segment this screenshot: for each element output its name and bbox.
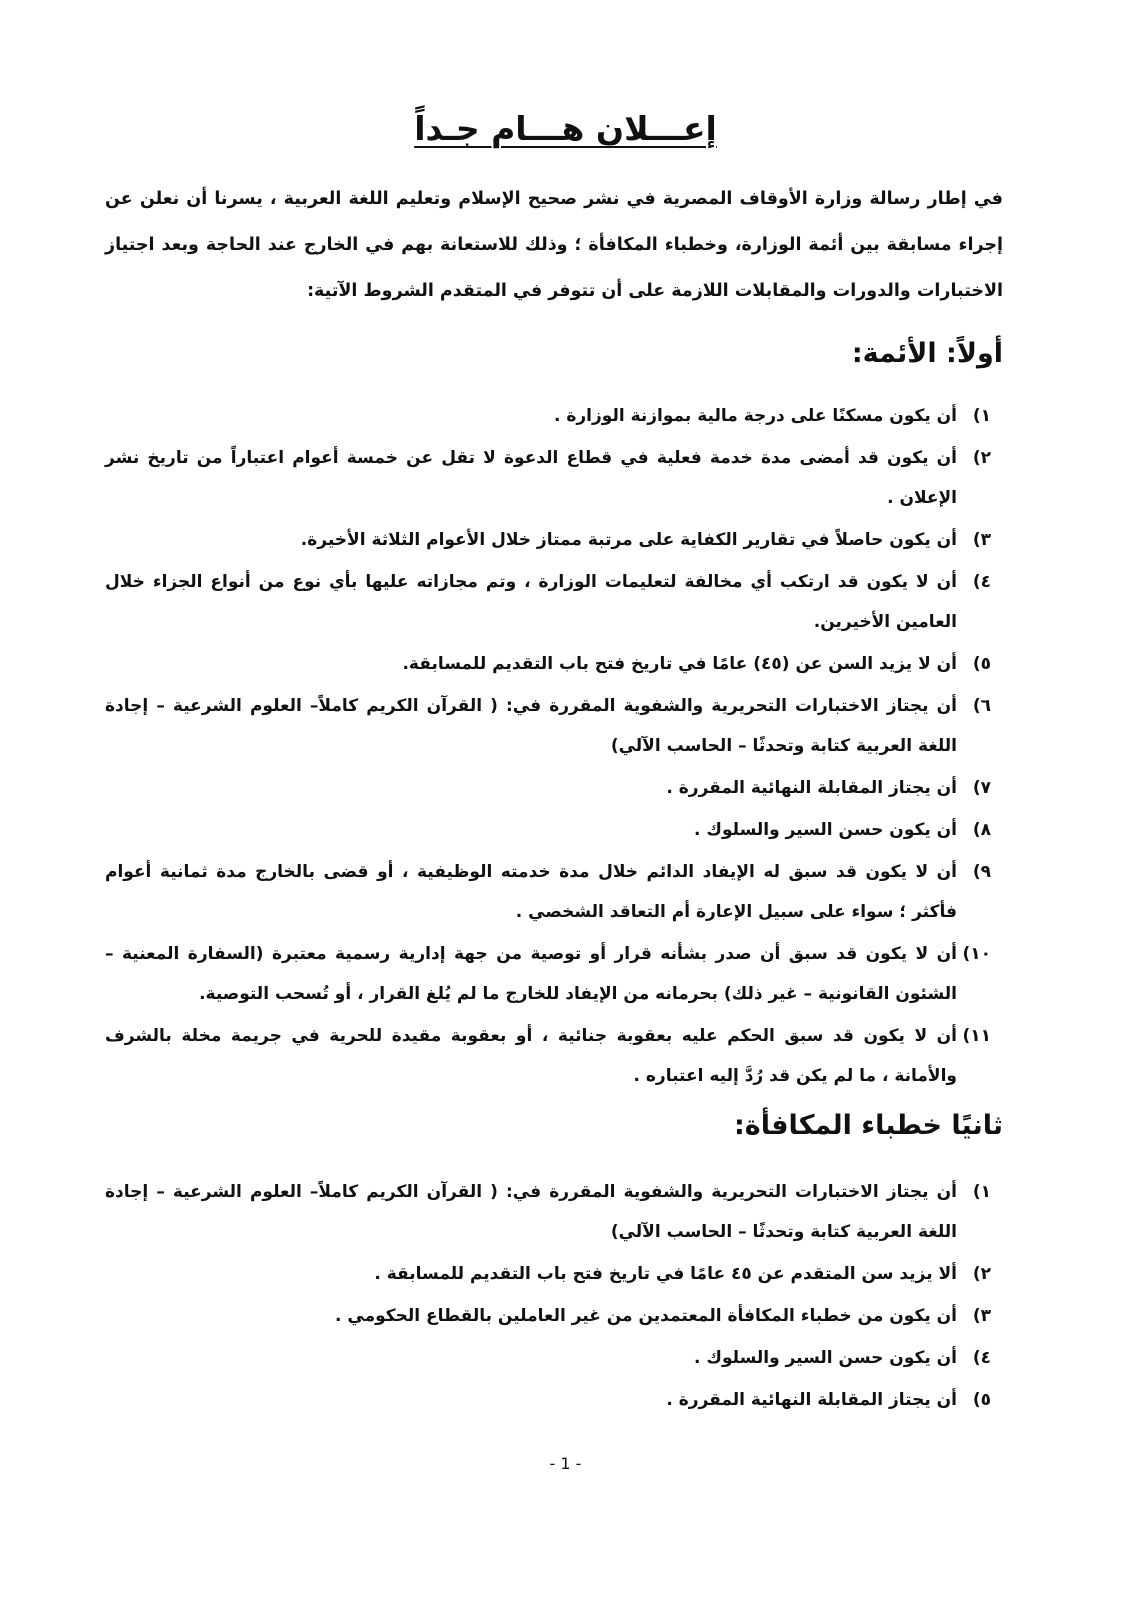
list-item — [105, 1254, 1003, 1294]
list-item — [105, 396, 1003, 436]
list-item — [105, 1296, 1003, 1336]
item-text: أن يكون حسن السير والسلوك . — [694, 1348, 957, 1368]
item-text: ألا يزيد سن المتقدم عن ٤٥ عامًا في تاريخ فتح باب التقديم للمسابقة . — [374, 1264, 957, 1284]
item-text: أن لا يكون قد سبق له الإيفاد الدائم خلال مدة خدمته الوظيفية ، أو قضى بالخارج مدة ثمانية أعوام فأكثر ؛ سواء على سبيل الإعارة أم التعاقد الشخصي . — [105, 862, 957, 922]
list-item — [105, 1338, 1003, 1378]
item-text: أن يجتاز المقابلة النهائية المقررة . — [666, 778, 957, 798]
item-text: أن يكون قد أمضى مدة خدمة فعلية في قطاع الدعوة لا تقل عن خمسة أعوام اعتباراً من تاريخ نشر الإعلان . — [105, 448, 957, 508]
announcement-title-text: إعـــلان هـــام جـداً — [414, 109, 717, 148]
item-text: أن يكون من خطباء المكافأة المعتمدين من غير العاملين بالقطاع الحكومي . — [335, 1306, 957, 1326]
item-number: ٥) — [972, 1390, 991, 1410]
item-number: ٣) — [972, 530, 991, 550]
item-text: أن يجتاز الاختبارات التحريرية والشفوية المقررة في: ( القرآن الكريم كاملاً– العلوم الشرعية – إجادة اللغة العربية كتابة وتحدثًا – الحاسب الآلي) — [105, 1182, 957, 1242]
item-number: ٣) — [972, 1306, 991, 1326]
list-item — [105, 934, 1003, 1014]
item-number: ٦) — [972, 696, 991, 716]
list-item — [105, 768, 1003, 808]
item-number: ١) — [972, 1182, 991, 1202]
imams-conditions-list — [105, 396, 1003, 1098]
reward-preachers-conditions-list — [105, 1172, 1003, 1422]
item-number: ٢) — [972, 448, 991, 468]
item-number: ٩) — [972, 862, 991, 882]
page-number: - 1 - — [549, 1454, 582, 1473]
announcement-title — [0, 104, 1131, 154]
item-number: ١) — [972, 406, 991, 426]
item-number: ٧) — [972, 778, 991, 798]
item-number: ١١) — [962, 1026, 991, 1046]
list-item — [105, 1172, 1003, 1252]
item-text: أن لا يكون قد سبق الحكم عليه بعقوبة جنائية ، أو بعقوبة مقيدة للحرية في جريمة مخلة بالشرف والأمانة ، ما لم يكن قد رُدَّ إليه اعتباره . — [105, 1026, 957, 1086]
item-text: أن يجتاز الاختبارات التحريرية والشفوية المقررة في: ( القرآن الكريم كاملاً– العلوم الشرعية – إجادة اللغة العربية كتابة وتحدثًا – الحاسب الآلي) — [105, 696, 957, 756]
list-item — [105, 810, 1003, 850]
list-item — [105, 686, 1003, 766]
item-number: ٢) — [972, 1264, 991, 1284]
section-heading-imams: أولاً: الأئمة: — [851, 338, 1003, 369]
list-item — [105, 1016, 1003, 1096]
item-text: أن لا يكون قد سبق أن صدر بشأنه قرار أو توصية من جهة إدارية رسمية معتبرة (السفارة المعنية – الشئون القانونية – غير ذلك) بحرمانه من الإيفاد للخارج ما لم يُلغ القرار ، أو تُسحب التوصية. — [105, 944, 957, 1004]
item-text: أن يكون مسكنًا على درجة مالية بموازنة الوزارة . — [553, 406, 957, 426]
list-item — [105, 438, 1003, 518]
intro-paragraph: في إطار رسالة وزارة الأوقاف المصرية في نشر صحيح الإسلام وتعليم اللغة العربية ، يسرنا أن نعلن عن إجراء مسابقة بين أئمة الوزارة، وخطباء المكافأة ؛ وذلك للاستعانة بهم في الخارج عند الحاجة وبعد اجتياز الاختبارات والدورات والمقابلات اللازمة على أن تتوفر في المتقدم الشروط الآتية: — [105, 189, 1003, 301]
item-number: ١٠) — [962, 944, 991, 964]
item-text: أن يكون حسن السير والسلوك . — [694, 820, 957, 840]
item-number: ٥) — [972, 654, 991, 674]
item-text: أن لا يزيد السن عن (٤٥) عامًا في تاريخ فتح باب التقديم للمسابقة. — [402, 654, 957, 674]
list-item — [105, 520, 1003, 560]
item-text: أن يكون حاصلاً في تقارير الكفاية على مرتبة ممتاز خلال الأعوام الثلاثة الأخيرة. — [300, 530, 957, 550]
item-number: ٨) — [972, 820, 991, 840]
item-text: أن لا يكون قد ارتكب أي مخالفة لتعليمات الوزارة ، وتم مجازاته عليها بأي نوع من أنواع الجزاء خلال العامين الأخيرين. — [105, 572, 957, 632]
list-item — [105, 1380, 1003, 1420]
list-item — [105, 852, 1003, 932]
list-item — [105, 644, 1003, 684]
list-item — [105, 562, 1003, 642]
item-text: أن يجتاز المقابلة النهائية المقررة . — [666, 1390, 957, 1410]
item-number: ٤) — [972, 572, 991, 592]
section-heading-reward-preachers: ثانيًا خطباء المكافأة: — [734, 1110, 1003, 1141]
item-number: ٤) — [972, 1348, 991, 1368]
